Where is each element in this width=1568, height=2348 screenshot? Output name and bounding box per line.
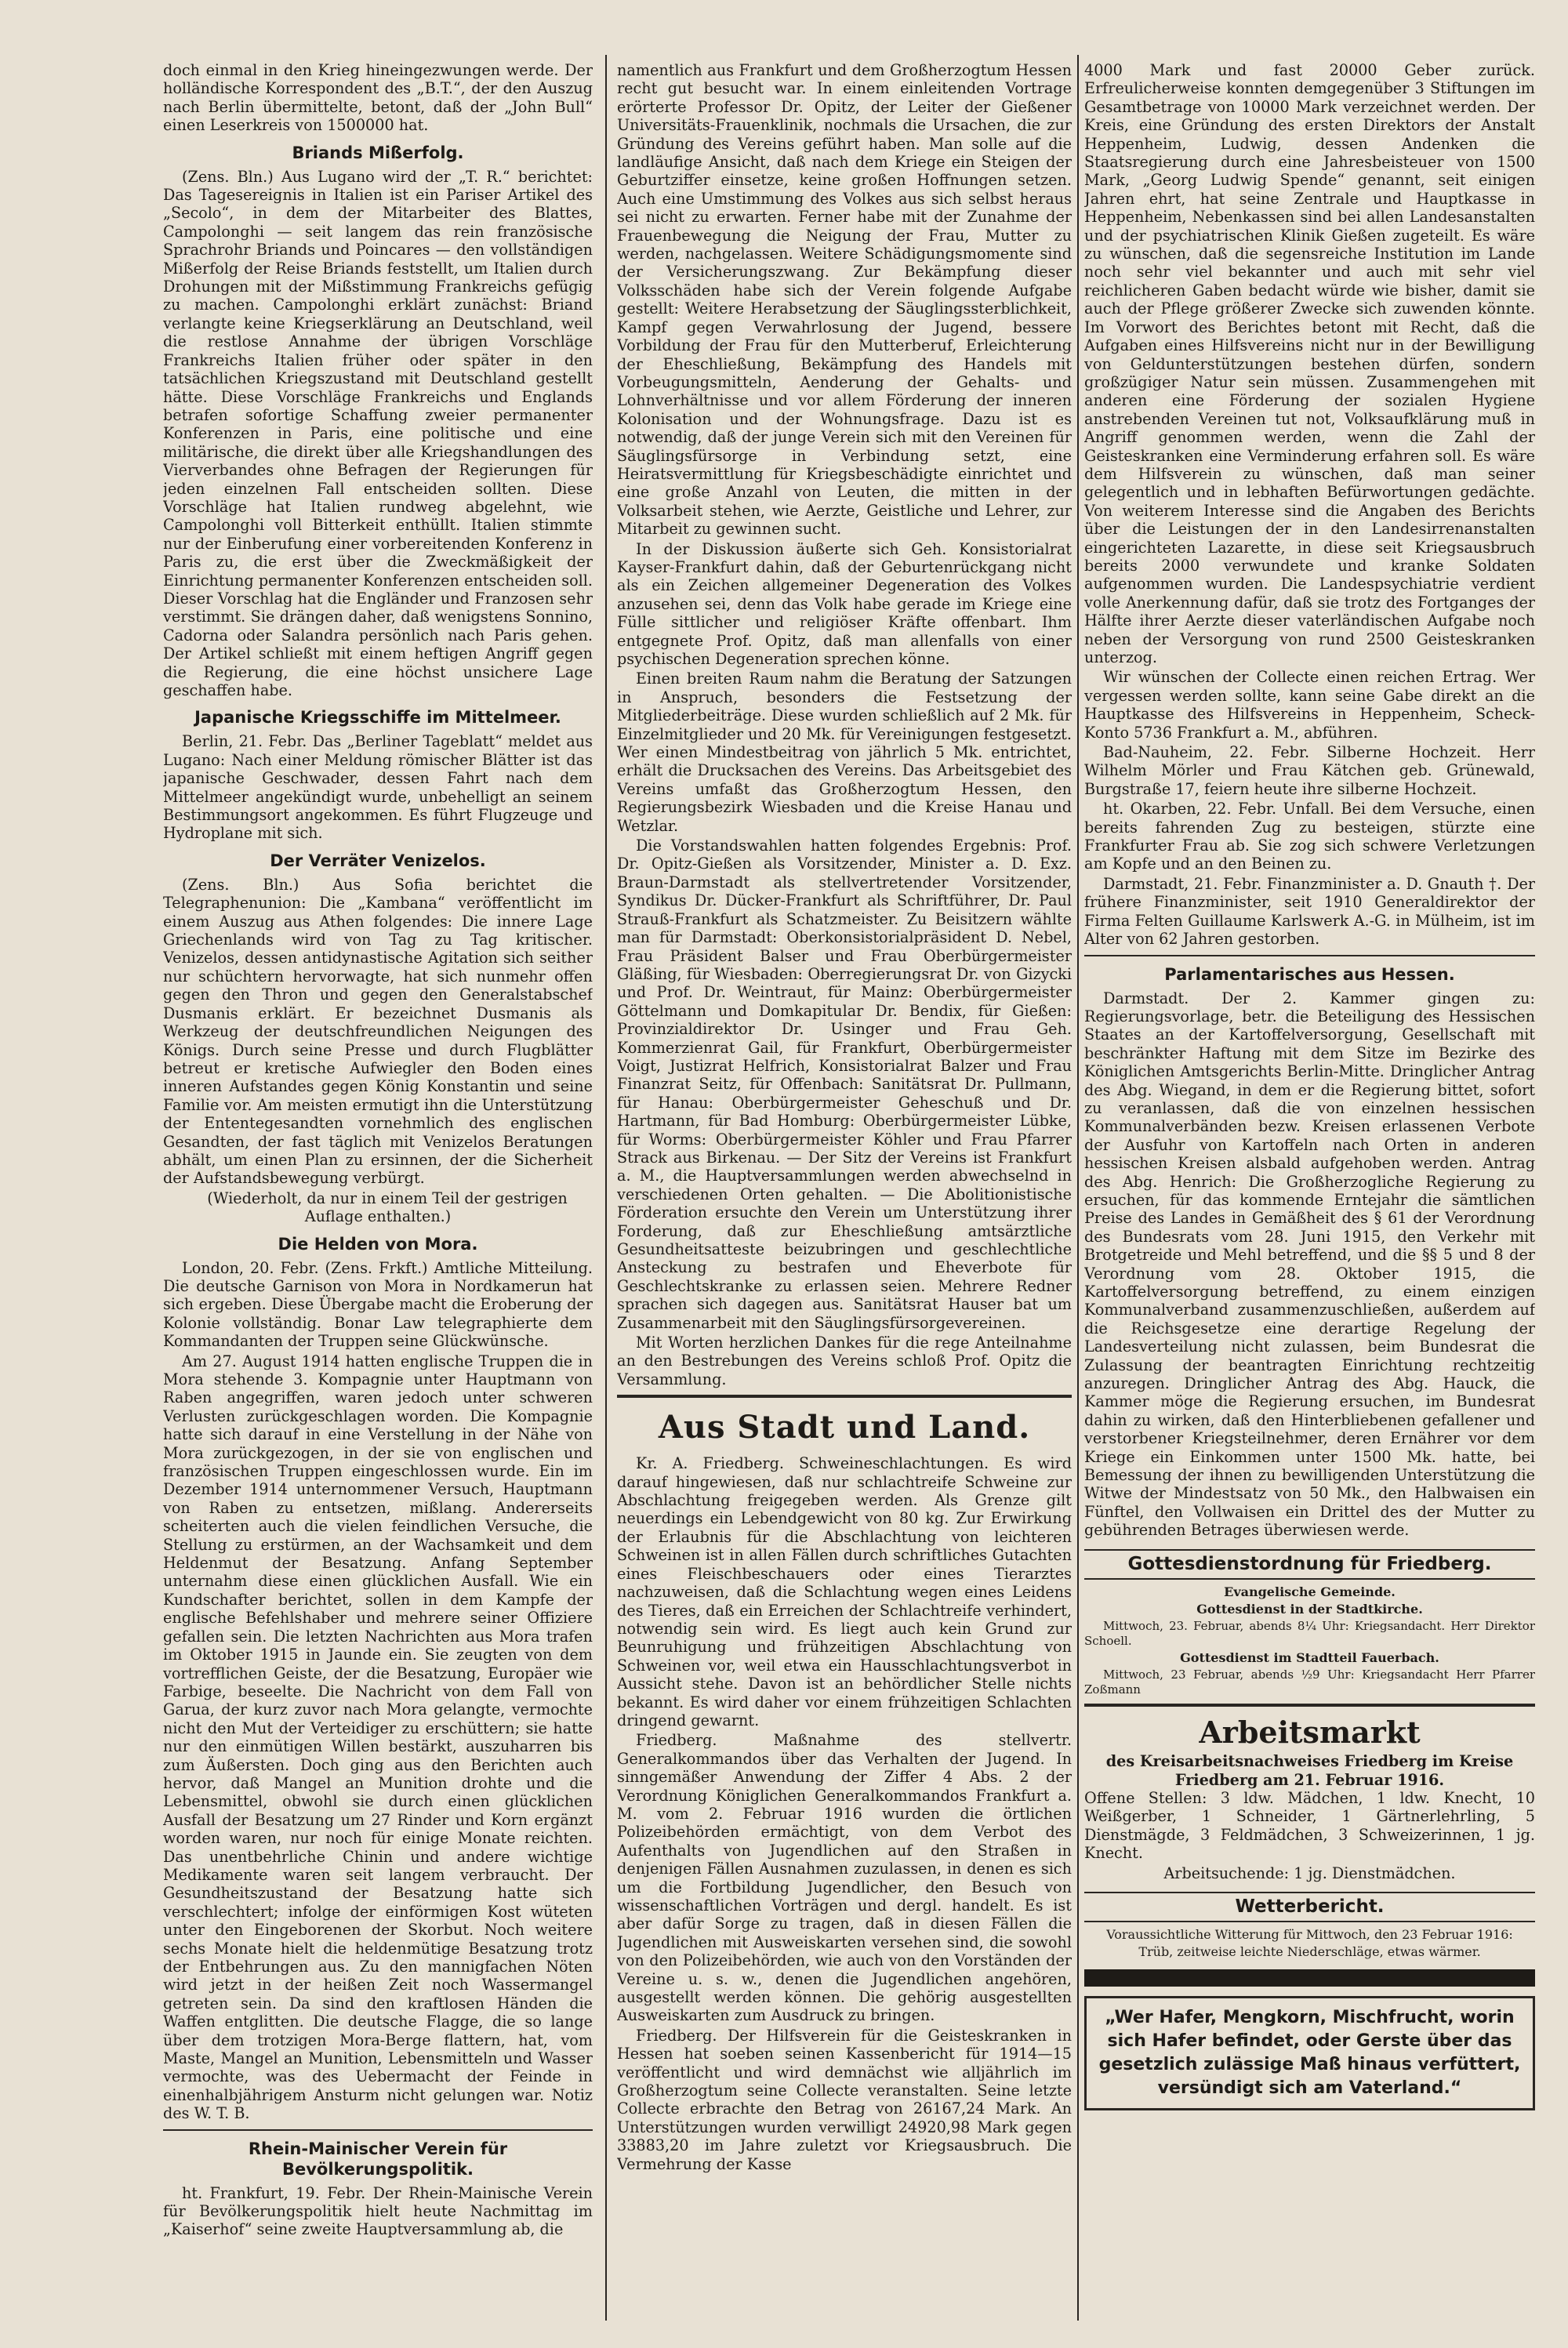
article-text: In der Diskussion äußerte sich Geh. Konsistorialrat Kayser-Frankfurt dahin, daß der Geburtenrückgang nicht als ein Zeichen allgemeiner Degeneration des Volkes anzusehen sei, denn das Volk habe gerade im Kriege eine Fülle sittlicher und religiöser Kräfte offenbart. Ihm entgegnete Prof. Opitz, daß man allenfalls von einer psychischen Degeneration sprechen könne. bbox=[617, 539, 1072, 668]
headline-gottesdienst: Gottesdienstordnung für Friedberg. bbox=[1084, 1549, 1535, 1580]
church-subtitle: Evangelische Gemeinde. bbox=[1224, 1584, 1396, 1600]
decorative-bar bbox=[1084, 1969, 1535, 1987]
job-seekers: Arbeitsuchende: 1 jg. Dienstmädchen. bbox=[1163, 1864, 1456, 1882]
church-subtitle: Gottesdienst in der Stadtkirche. bbox=[1196, 1602, 1423, 1617]
article-text: Mit Worten herzlichen Dankes für die rege Anteilnahme an den Bestrebungen des Vereins schloß Prof. Opitz die Versammlung. bbox=[617, 1334, 1072, 1388]
article-text: Friedberg. Der Hilfsverein für die Geisteskranken in Hessen hat soeben seinen Kassenbericht für 1914—15 veröffentlicht und wird demnächst wie alljährlich im Großherzogtum seine Collecte veranstalten. Seine letzte Collecte erbrachte den Betrag von 26167,24 Mark. An Unterstützungen wurden verwilligt 24920,98 Mark gegen 33883,20 im Jahre zuletzt vor Kriegsausbruch. Die Vermehrung der Kasse bbox=[617, 2026, 1072, 2173]
article-text: Wir wünschen der Collecte einen reichen Ertrag. Wer vergessen werden sollte, kann seine Gabe direkt an die Hauptkasse des Hilfsvereins in Heppenheim, Scheck-Konto 5736 Frankfurt a. M., abführen. bbox=[1084, 668, 1535, 742]
column-3 bbox=[1084, 61, 1535, 2309]
article-text: Die Vorstandswahlen hatten folgendes Ergebnis: Prof. Dr. Opitz-Gießen als Vorsitzender, Minister a. D. Exz. Braun-Darmstadt als stellvertretender Vorsitzender, Syndikus Dr. Dücker-Frankfurt als Schriftführer, Dr. Paul Strauß-Frankfurt als Schatzmeister. Zu Beisitzern wählte man für Darmstadt: Oberkonsistorialpräsident D. Nebel, Frau Präsident Balser und Frau Oberbürgermeister Gläßing, für Wiesbaden: Oberregierungsrat Dr. von Gizycki und Prof. Dr. Weintraut, für Mainz: Oberbürgermeister Göttelmann und Domkapitular Dr. Bendix, für Gießen: Provinzialdirektor Dr. Usinger und Frau Geh. Kommerzienrat Gail, für Frankfurt, Oberbürgermeister Voigt, Justizrat Helfrich, Konsistorialrat Balzer und Frau Finanzrat Seitz, für Offenbach: Sanitätsrat Dr. Pullmann, für Hanau: Oberbürgermeister Geheschuß und Dr. Hartmann, für Bad Homburg: Oberbürgermeister Lübke, für Worms: Oberbürgermeister Köhler und Frau Pfarrer Strack aus Birkenau. — Der Sitz der Vereins ist Frankfurt a. M., die Hauptversammlungen werden abwechselnd in verschiedenen Orten gehalten. — Die Abolitionistische Förderation ersuchte den Verein um Unterstützung ihrer Forderung, daß zur Eheschließung amtsärztliche Gesundheitsatteste beizubringen und geschlechtliche Ansteckung zu bestrafen und Eheverbote für Geschlechtskranke zu erlassen seien. Mehrere Redner sprachen sich dagegen aus. Sanitätsrat Hauser bat um Zusammenarbeit mit den Säuglingsfürsorgevereinen. bbox=[617, 836, 1072, 1332]
headline-venizelos: Der Verräter Venizelos. bbox=[270, 851, 486, 870]
divider bbox=[617, 1395, 1072, 1398]
job-openings: Offene Stellen: 3 ldw. Mädchen, 1 ldw. Knecht, 10 Weißgerber, 1 Schneider, 1 Gärtnerlehrling, 5 Dienstmägde, 3 Feldmädchen, 3 Schweizerinnen, 1 jg. Knecht. bbox=[1084, 1788, 1535, 1863]
service-line: Mittwoch, 23. Februar, abends 8¼ Uhr: Kriegsandacht. Herr Direktor Schoell. bbox=[1084, 1619, 1535, 1649]
article-text: doch einmal in den Krieg hineingezwungen werde. Der holländische Korrespondent des „B.T.“, der den Auszug nach Berlin übermittelte, betont, daß der „John Bull“ einen Leserkreis von 1500000 hat. bbox=[163, 61, 593, 135]
church-subtitle: Gottesdienst im Stadtteil Fauerbach. bbox=[1180, 1650, 1439, 1666]
article-text: ht. Frankfurt, 19. Febr. Der Rhein-Mainische Verein für Bevölkerungspolitik hielt heute Nachmittag im „Kaiserhof“ seine zweite Hauptversammlung ab, die bbox=[163, 2183, 593, 2239]
headline-parlament: Parlamentarisches aus Hessen. bbox=[1164, 964, 1455, 984]
divider bbox=[1084, 955, 1535, 956]
article-text: Am 27. August 1914 hatten englische Truppen die in Mora stehende 3. Kompagnie unter Hauptmann von Raben angegriffen, waren jedoch unter schweren Verlusten zurückgeschlagen worden. Die Kompagnie hatte sich darauf in eine Verstellung in der Nähe von Mora zurückgezogen, in der sie von englischen und französischen Truppen eingeschlossen wurde. Ein im Dezember 1914 unternommener Versuch, Hauptmann von Raben zu entsetzen, mißlang. Andererseits scheiterten auch die vielen feindlichen Versuche, die Stellung zu erstürmen, an der Wachsamkeit und dem Heldenmut der Besatzung. Anfang September unternahm diese einen glücklichen Ausfall. Wie ein Kundschafter berichtet, sollen in dem Kampfe der englische Befehlshaber und mehrere seiner Offiziere gefallen sein. Die letzten Nachrichten aus Mora trafen im Oktober 1915 in Jaunde ein. Sie zeugten von dem vortrefflichen Geiste, der die Besatzung, Europäer wie Farbige, beseelte. Die Nachricht von dem Fall von Garua, der kurz zuvor nach Mora gelangte, vermochte nicht den Mut der Verteidiger zu erschüttern; sie hatte nur den einmütigen Willen bestärkt, auszuharren bis zum Äußersten. Doch ging aus den Berichten auch hervor, daß Mangel an Munition drohte und die Lebensmittel, obwohl sie durch einen glücklichen Ausfall der Besatzung um 27 Rinder und Korn ergänzt worden waren, nur noch für einige Monate reichten. Das unentbehrliche Chinin und andere wichtige Medikamente waren seit langem verbraucht. Der Gesundheitszustand der Besatzung hatte sich verschlechtert; infolge der einförmigen Kost wüteten unter den Eingeborenen der Skorbut. Noch weitere sechs Monate hielt die heldenmütige Besatzung trotz der Entbehrungen aus. Zu den mannigfachen Nöten wird jetzt in der heißen Zeit noch Wassermangel getreten sein. Da sind den kraftlosen Händen die Waffen entglitten. Die deutsche Flagge, die so lange über dem trotzigen Mora-Berge flattern, hat, vom Maste, Mangel an Munition, Lebensmitteln und Wasser vermochte, was des Uebermacht der Feinde in einenhalbjährigem Ansturm nicht gelungen war. Notiz des W. T. B. bbox=[163, 1352, 593, 2123]
article-text: Friedberg. Maßnahme des stellvertr. Generalkommandos über das Verhalten der Jugend. In sinngemäßer Anwendung der Ziffer 4 Abs. 2 der Verordnung Königlichen Generalkommandos Frankfurt a. M. vom 2. Februar 1916 wurden die örtlichen Polizeibehörden ermächtigt, von dem Verbot des Aufenthalts von Jugendlichen auf den Straßen in denjenigen Fällen Ausnahmen zuzulassen, in denen es sich um die Fortbildung Jugendlicher, den Besuch von wissenschaftlichen Vorträgen und dergl. handelt. Es ist aber dafür Sorge zu tragen, daß in diesen Fällen die Jugendlichen mit Ausweiskarten versehen sind, die sowohl von den Polizeibehörden, wie auch von den Vorständen der Vereine u. s. w., denen die Jugendlichen angehören, ausgestellt werden können. Die gehörig ausgestellten Ausweiskarten zum Ausdruck zu bringen. bbox=[617, 1731, 1072, 2025]
weather-line: Voraussichtliche Witterung für Mittwoch, den 23 Februar 1916: bbox=[1106, 1927, 1513, 1943]
divider bbox=[163, 2129, 593, 2131]
article-text: Berlin, 21. Febr. Das „Berliner Tageblatt“ meldet aus Lugano: Nach einer Meldung römischer Blätter ist das japanische Geschwader, dessen Fahrt nach dem Mittelmeer angekündigt wurde, unbehelligt an seinem Bestimmungsort angekommen. Es führt Flugzeuge und Hydroplane mit sich. bbox=[163, 732, 593, 843]
headline-wetterbericht: Wetterbericht. bbox=[1084, 1892, 1535, 1922]
service-line: Mittwoch, 23 Februar, abends ½9 Uhr: Kriegsandacht Herr Pfarrer Zoßmann bbox=[1084, 1668, 1535, 1697]
headline-briand: Briands Mißerfolg. bbox=[292, 143, 464, 162]
article-text: Darmstadt. Der 2. Kammer gingen zu: Regierungsvorlage, betr. die Beteiligung des Hessischen Staates an der Kartoffelversorgung, Gesellschaft mit beschränkter Haftung mit dem Sitze im Bezirke des Königlichen Amtsgerichts Berlin-Mitte. Dringlicher Antrag des Abg. Wiegand, in dem er die Regierung bittet, sofort zu veranlassen, daß die von einzelnen hessischen Kommunalverbänden bezw. Kreisen erlassenen Verbote der Ausfuhr von Kartoffeln nach Orten in anderen hessischen Kreisen alsbald aufgehoben werden. Antrag des Abg. Henrich: Die Großherzogliche Regierung zu ersuchen, für das kommende Erntejahr die sämtlichen Preise des Landes in Gemäßheit des § 61 der Verordnung des Bundesrats vom 28. Juni 1915, den Verkehr mit Brotgetreide und Mehl betreffend, und die §§ 5 und 8 der Verordnung vom 28. Oktober 1915, die Kartoffelversorgung betreffend, zu einem einzigen Kommunalverband zusammenzuschließen, außerdem auf die Reichsgesetze eine derartige Regelung der Landesverteilung nicht zulassen, beim Bundesrat die Zulassung der beantragten Einrichtung rechtzeitig anzuregen. Dringlicher Antrag des Abg. Hauck, die Kammer möge die Regierung ersuchen, im Bundesrat dahin zu wirken, daß den Hinterbliebenen gefallener und verstorbener Kriegsteilnehmer, deren Ernährer vor dem Kriege ein Einkommen unter 1500 Mk. hatte, bei Bemessung der ihnen zu bewilligenden Unterstützung die Witwe der Mindestsatz von 50 Mk., den Halbwaisen ein Fünftel, den Vollwaisen ein Drittel des der Mutter zu gebührenden Betrages überwiesen werde. bbox=[1084, 989, 1535, 1540]
article-text: namentlich aus Frankfurt und dem Großherzogtum Hessen recht gut besucht war. In einem einleitenden Vortrage erörterte Professor Dr. Opitz, der Leiter der Gießener Universitäts-Frauenklinik, nochmals die Ursachen, die zur Gründung des Vereins geführt haben. Man solle auf die landläufige Ansicht, daß nach dem Kriege ein Steigen der Geburtziffer einsetze, keine großen Hoffnungen setzen. Auch eine Umstimmung des Volkes aus sich selbst heraus sei nicht zu erwarten. Ferner habe mit der Zunahme der Frauenbewegung die Neigung der Frau, Mutter zu werden, nachgelassen. Weitere Schädigungsmomente sind der Versicherungszwang. Zur Bekämpfung dieser Volksschäden habe sich der Verein folgende Aufgabe gestellt: Weitere Herabsetzung der Säuglingssterblichkeit, Kampf gegen Verwahrlosung der Jugend, bessere Vorbildung der Frau für den Mutterberuf, Erleichterung der Eheschließung, Bekämpfung des Handels mit Vorbeugungsmitteln, Aenderung der Gehalts- und Lohnverhältnisse und vor allem Förderung der inneren Kolonisation und der Wohnungsfrage. Dazu ist es notwendig, daß der junge Verein sich mit den Vereinen für Säuglingsfürsorge in Verbindung setzt, eine Heiratsvermittlung für Kriegsbeschädigte einrichtet und eine große Anzahl von Leuten, die mitten in der Volksarbeit stehen, wie Aerzte, Geistliche und Lehrer, zur Mitarbeit zu gewinnen sucht. bbox=[617, 61, 1072, 539]
headline-japan: Japanische Kriegsschiffe im Mittelmeer. bbox=[194, 708, 561, 728]
article-text: Bad-Nauheim, 22. Febr. Silberne Hochzeit. Herr Wilhelm Mörler und Frau Kätchen geb. Grünewald, Burgstraße 17, feiern heute ihre silberne Hochzeit. bbox=[1084, 743, 1535, 798]
article-text: (Zens. Bln.) Aus Sofia berichtet die Telegraphenunion: Die „Kambana“ veröffentlicht im einem Auszug aus Athen folgendes: Die innere Lage Griechenlands wird von Tag zu Tag kritischer. Venizelos, dessen antidynastische Agitation sich seither nur schüchtern hervorwagte, hat sich nunmehr offen gegen den Thron und gegen den Generalstabschef Dusmanis erklärt. Er bezeichnet Dusmanis als Werkzeug der deutschfreundlichen Neigungen des Königs. Durch seine Presse und durch Flugblätter betreut er kretische Aufwiegler den Boden eines inneren Aufstandes gegen König Konstantin und seine Familie vor. Am meisten ermutigt ihn die Unterstützung der Ententegesandten vornehmlich des englischen Gesandten, der fast täglich mit Venizelos Beratungen abhält, um einen Plan zu ersinnen, der die Sicherheit der Aufstandsbewegung verbürgt. bbox=[163, 875, 593, 1188]
headline-mora: Die Helden von Mora. bbox=[278, 1234, 478, 1254]
article-text: London, 20. Febr. (Zens. Frkft.) Amtliche Mitteilung. Die deutsche Garnison von Mora in Nordkamerun hat sich ergeben. Diese Übergabe macht die Eroberung der Kolonie vollständig. Bonar Law telegraphierte dem Kommandanten der Truppen seine Glückwünsche. bbox=[163, 1258, 593, 1351]
article-text: Einen breiten Raum nahm die Beratung der Satzungen in Anspruch, besonders die Festsetzung der Mitgliederbeiträge. Diese wurden schließlich auf 2 Mk. für Einzelmitglieder und 20 Mk. für Vereinigungen festgesetzt. Wer einen Mindestbeitrag von jährlich 5 Mk. entrichtet, erhält die Drucksachen des Vereins. Das Arbeitsgebiet des Vereins umfaßt das Großherzogtum Hessen, den Regierungsbezirk Wiesbaden und die Kreise Hanau und Wetzlar. bbox=[617, 670, 1072, 835]
headline-rhein-main: Rhein-Mainischer Verein für Bevölkerungspolitik. bbox=[248, 2139, 508, 2179]
column-rule-left bbox=[605, 55, 607, 2321]
article-text: Kr. A. Friedberg. Schweineschlachtungen. Es wird darauf hingewiesen, daß nur schlachtreife Schweine zur Abschlachtung freigegeben werden. Als Grenze gilt neuerdings ein Lebendgewicht von 80 kg. Zur Erwirkung der Erlaubnis für die Abschlachtung von leichteren Schweinen ist in allen Fällen durch schriftliches Gutachten eines Fleischbeschauers oder eines Tierarztes nachzuweisen, daß die Schlachtung wegen eines Leidens des Tieres, daß ein Erreichen der Schlachtreife verhindert, notwendig sein wird. Es liegt auch kein Grund zur Beunruhigung und frühzeitigen Abschlachtung von Schweinen vor, weil etwa ein Hausschlachtungsverbot in Aussicht stehe. Davon ist an behördlicher Stelle nichts bekannt. Es wird daher vor einem frühzeitigen Schlachten dringend gewarnt. bbox=[617, 1454, 1072, 1729]
weather-line: Trüb, zeitweise leichte Niederschläge, etwas wärmer. bbox=[1138, 1944, 1481, 1960]
article-text: 4000 Mark und fast 20000 Geber zurück. Erfreulicherweise konnten demgegenüber 3 Stiftungen im Gesamtbetrage von 10000 Mark verzeichnet werden. Der Kreis, eine Gründung des ersten Direktors der Anstalt Heppenheim, Ludwig, dessen Andenken die Staatsregierung durch eine Jahresbeisteuer von 1500 Mark, „Georg Ludwig Spende“ genannt, seit einigen Jahren ehrt, hat seine Zentrale und Hauptkasse in Heppenheim, Nebenkassen sind bei allen Landesanstalten und der psychiatrischen Klinik Gießen zugeteilt. Es wäre zu wünschen, daß die segensreiche Institution im Lande noch sehr viel bekannter und auch mit sehr viel reichlicheren Gaben bedacht würde wie bisher, damit sie auch der Pflege größerer Zwecke sich zuwenden könnte. Im Vorwort des Berichtes betont mit Recht, daß die Aufgaben eines Hilfsvereins nicht nur in der Bewilligung von Geldunterstützungen bestehen dürfen, sondern großzügiger Natur sein müssen. Zusammengehen mit anderen eine Förderung der sozialen Hygiene anstrebenden Vereinen tut not, Volksaufklärung muß in Angriff genommen werden, wenn die Zahl der Geisteskranken eine Verminderung erfahren soll. Es wäre dem Hilfsverein zu wünschen, daß man seiner gelegentlich und in lebhaften Befürwortungen gedächte. Von weiterem Interesse sind die Angaben des Berichts über die Leistungen der in den Landesirrenanstalten eingerichteten Lazarette, in diese seit Kriegsausbruch bereits 2000 verwundete und kranke Soldaten aufgenommen wurden. Die Landespsychiatrie verdient volle Anerkennung dafür, daß sie trotz des Fortganges der Hälfte ihrer Aerzte dieser vaterländischen Aufgabe noch neben der Versorgung von rund 2500 Geisteskranken unterzog. bbox=[1084, 61, 1535, 666]
footer-notice: „Wer Hafer, Mengkorn, Mischfrucht, worin sich Hafer befindet, oder Gerste über das gesetzlich zulässige Maß hinaus verfüttert, versündigt sich am Vaterland.“ bbox=[1084, 1996, 1535, 2110]
arbeitsmarkt-subtitle: des Kreisarbeitsnachweises Friedberg im Kreise Friedberg am 21. Februar 1916. bbox=[1105, 1752, 1514, 1789]
article-text: (Zens. Bln.) Aus Lugano wird der „T. R.“ berichtet: Das Tagesereignis in Italien ist ein Pariser Artikel des „Secolo“, in dem der Mitarbeiter des Blattes, Campolonghi — seit langem das rein französische Sprachrohr Briands und Poincares — den vollständigen Mißerfolg der Reise Briands feststellt, um Italien durch Drohungen mit der Mißstimmung Frankreichs gefügig zu machen. Campolonghi erklärt zunächst: Briand verlangte keine Kriegserklärung an Deutschland, weil die restlose Annahme der übrigen Vorschläge Frankreichs Italien früher oder später in den tatsächlichen Kriegszustand mit Deutschland gestellt hätte. Diese Vorschläge Frankreichs und Englands betrafen sofortige Schaffung zweier permanenter Konferenzen in Paris, eine politische und eine militärische, die direkt über alle Kriegshandlungen des Vierverbandes ohne Befragen der Regierungen für jeden einzelnen Fall entscheiden sollten. Diese Vorschläge hat Italien rundweg abgelehnt, wie Campolonghi voll Bitterkeit enthüllt. Italien stimmte nur der Einberufung einer vorbereitenden Konferenz in Paris zu, die erst über die Zweckmäßigkeit der Einrichtung permanenter Konferenzen entscheiden soll. Dieser Vorschlag hat die Engländer und Franzosen sehr verstimmt. Sie drängen daher, daß wenigstens Sonnino, Cadorna oder Salandra persönlich nach Paris gehen. Der Artikel schließt mit einem heftigen Angriff gegen die Regierung, die eine höchst unsichere Lage geschaffen habe. bbox=[163, 167, 593, 699]
divider bbox=[1084, 1704, 1535, 1707]
article-text: Darmstadt, 21. Febr. Finanzminister a. D. Gnauth †. Der frühere Finanzminister, seit 1910 Generaldirektor der Firma Felten Guillaume Karlswerk A.-G. in Mülheim, ist im Alter von 62 Jahren gestorben. bbox=[1084, 874, 1535, 949]
reprint-note: (Wiederholt, da nur in einem Teil der gestrigen Auflage enthalten.) bbox=[207, 1189, 568, 1226]
section-title-stadt-und-land: Aus Stadt und Land. bbox=[658, 1409, 1031, 1446]
column-rule-right bbox=[1077, 55, 1079, 2321]
column-2 bbox=[617, 61, 1072, 2309]
article-text: ht. Okarben, 22. Febr. Unfall. Bei dem Versuche, einen bereits fahrenden Zug zu besteigen, stürzte eine Frankfurter Frau ab. Sie zog sich schwere Verletzungen am Kopfe und an den Beinen zu. bbox=[1084, 800, 1535, 873]
headline-arbeitsmarkt: Arbeitsmarkt bbox=[1199, 1715, 1421, 1751]
column-1 bbox=[163, 61, 593, 2309]
